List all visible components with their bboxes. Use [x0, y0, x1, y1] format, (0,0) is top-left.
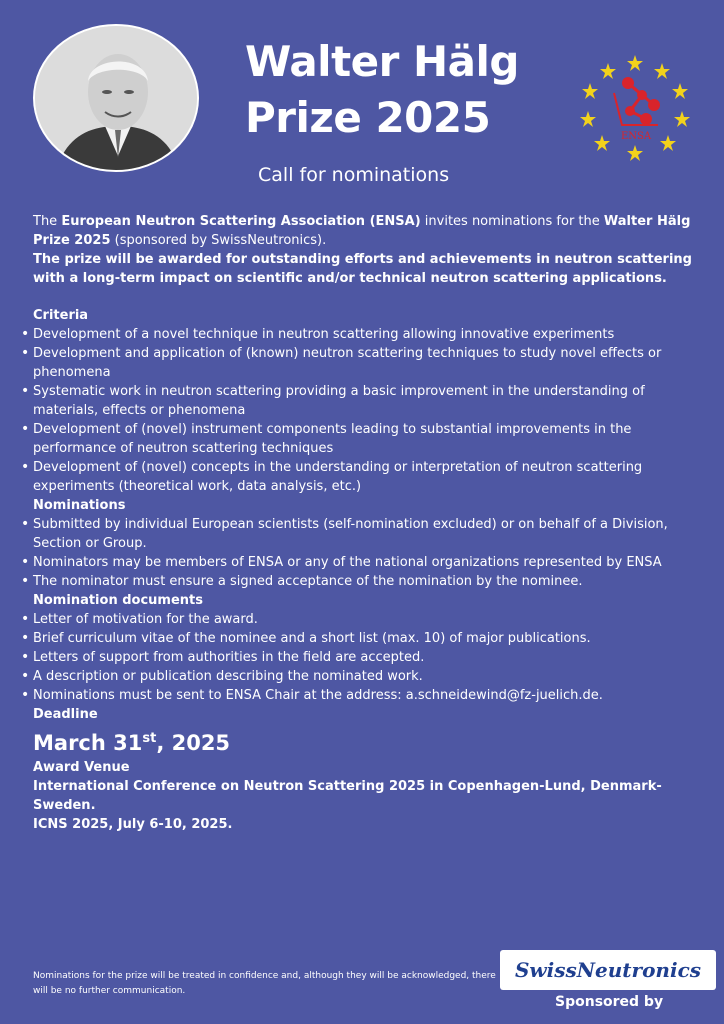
main-content: [33, 212, 693, 834]
intro-paragraph: [33, 212, 693, 250]
title-line-2: Prize 2025: [245, 93, 491, 142]
nominations-heading: Nominations: [33, 498, 126, 513]
criteria-item: • Development of a novel technique in neutron scattering allowing innovative experiments: [33, 325, 693, 344]
title-line-1: Walter Hälg: [245, 37, 519, 86]
criteria-list: [33, 325, 693, 496]
intro-suffix: (sponsored by SwissNeutronics).: [110, 233, 327, 248]
documents-item: • Nominations must be sent to ENSA Chair at the address: a.schneidewind@fz-juelich.de.: [33, 686, 693, 705]
documents-heading: Nomination documents: [33, 593, 203, 608]
intro-prize-purpose: The prize will be awarded for outstanding efforts and achievements in neutron scattering with a long-term impact on scientific and/or technical neutron scattering applications.: [33, 252, 692, 286]
intro-prefix: The: [33, 214, 62, 229]
documents-item: • Letter of motivation for the award.: [33, 610, 693, 629]
ensa-logo: [580, 53, 690, 163]
intro-org-name: European Neutron Scattering Association (ENSA): [61, 214, 421, 229]
ensa-logo-graphic: [580, 53, 690, 163]
deadline-month-day: March 31: [33, 731, 143, 755]
nominations-list: [33, 515, 693, 591]
criteria-item: • Systematic work in neutron scattering providing a basic improvement in the understanding of materials, effects or phenomena: [33, 382, 693, 420]
page-subtitle: Call for nominations: [258, 164, 450, 186]
portrait-photo: [33, 24, 199, 172]
star-ring-icon: [580, 55, 690, 161]
documents-item: • Letters of support from authorities in the field are accepted.: [33, 648, 693, 667]
criteria-item: • Development of (novel) concepts in the understanding or interpretation of neutron scattering experiments (theoretical work, data analysis, etc.): [33, 458, 693, 496]
nominations-item: • Submitted by individual European scientists (self-nomination excluded) or on behalf of a Division, Section or Group.: [33, 515, 693, 553]
logo-label: ENSA: [620, 131, 652, 142]
documents-item: • Brief curriculum vitae of the nominee and a short list (max. 10) of major publications.: [33, 629, 693, 648]
deadline-year: , 2025: [156, 731, 231, 755]
deadline-ordinal: st: [142, 731, 157, 746]
venue-line-1: International Conference on Neutron Scattering 2025 in Copenhagen-Lund, Denmark-Sweden.: [33, 779, 662, 813]
sponsor-logo: [500, 950, 716, 990]
molecule-icon: [614, 77, 660, 125]
nominations-item: • The nominator must ensure a signed acceptance of the nomination by the nominee.: [33, 572, 693, 591]
portrait-illustration: [35, 26, 199, 172]
venue-line-2: ICNS 2025, July 6-10, 2025.: [33, 817, 233, 832]
criteria-item: • Development of (novel) instrument components leading to substantial improvements in the performance of neutron scattering techniques: [33, 420, 693, 458]
page-title: [245, 34, 519, 146]
confidentiality-note: Nominations for the prize will be treated in confidence and, although they will be acknowledged, there will be no further communication.: [33, 971, 496, 996]
nominations-item: • Nominators may be members of ENSA or any of the national organizations represented by ENSA: [33, 553, 693, 572]
criteria-item: • Development and application of (known) neutron scattering techniques to study novel effects or phenomena: [33, 344, 693, 382]
intro-mid: invites nominations for the: [420, 214, 604, 229]
criteria-heading: Criteria: [33, 308, 89, 323]
deadline-date: [33, 724, 693, 758]
documents-list: [33, 610, 693, 705]
intro-prize-name: Walter Hälg Prize 2025: [33, 214, 691, 248]
documents-item: • A description or publication describing the nominated work.: [33, 667, 693, 686]
venue-heading: Award Venue: [33, 760, 130, 775]
sponsor-brand: SwissNeutronics: [514, 958, 701, 982]
deadline-heading: Deadline: [33, 707, 98, 722]
sponsored-by-label: Sponsored by: [555, 994, 664, 1010]
